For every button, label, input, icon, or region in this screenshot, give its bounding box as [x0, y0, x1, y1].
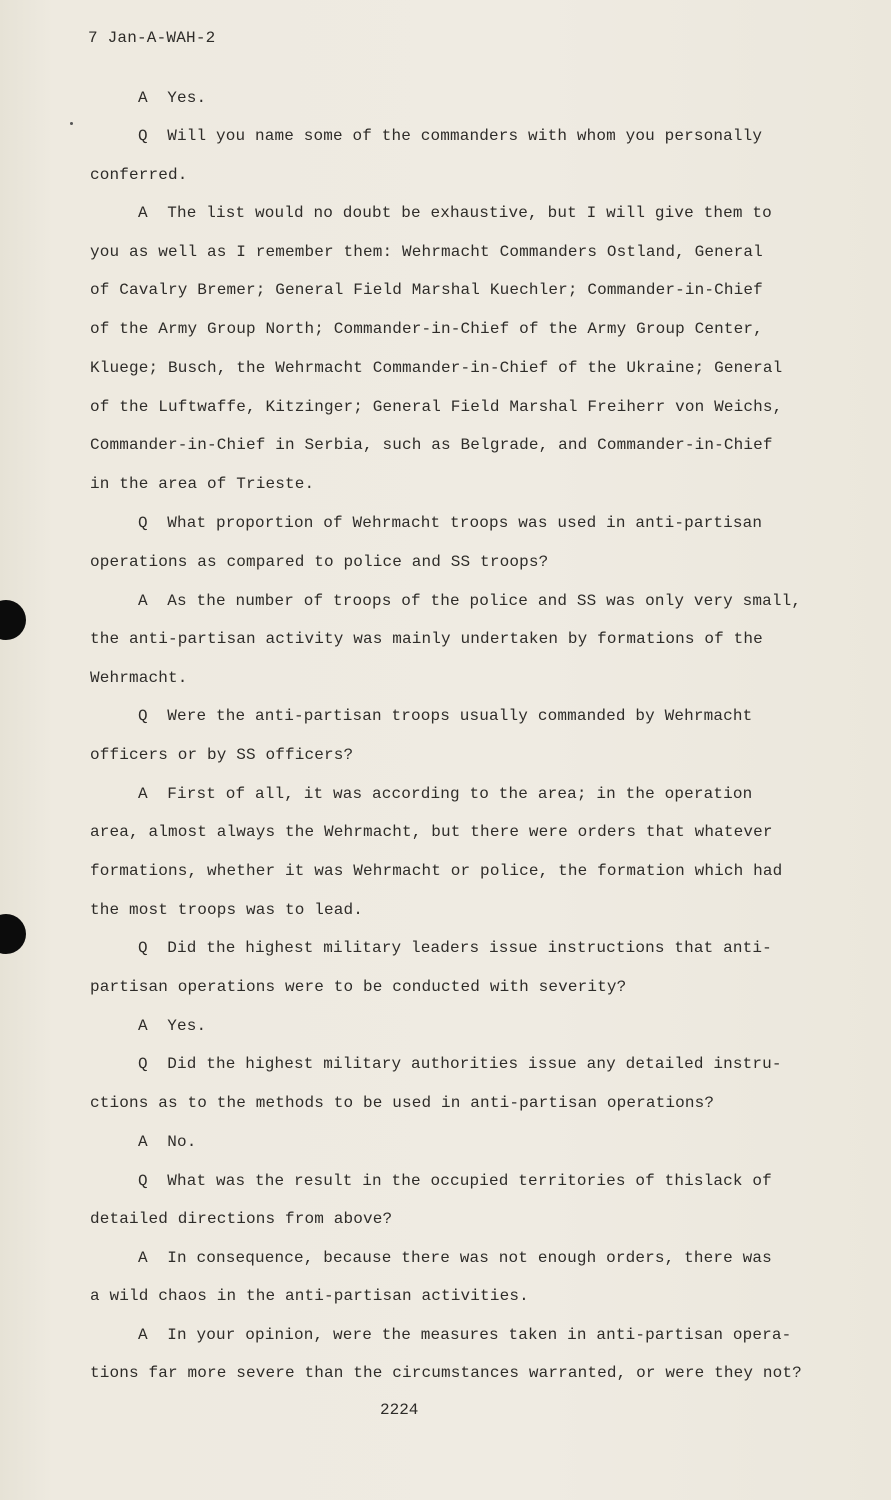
- paper-speck: [70, 122, 73, 125]
- text-line: Q Will you name some of the commanders with whom you personally: [138, 127, 763, 145]
- text-line: partisan operations were to be conducted with severity?: [90, 978, 627, 996]
- text-line: conferred.: [90, 166, 188, 184]
- text-line: Q Were the anti-partisan troops usually commanded by Wehrmacht: [138, 707, 753, 725]
- page-number: 2224: [380, 1401, 419, 1419]
- text-line: formations, whether it was Wehrmacht or police, the formation which had: [90, 862, 783, 880]
- text-line: you as well as I remember them: Wehrmacht Commanders Ostland, General: [90, 243, 763, 261]
- text-line: Q Did the highest military leaders issue instructions that anti-: [138, 939, 772, 957]
- text-line: Wehrmacht.: [90, 669, 188, 687]
- text-line: Commander-in-Chief in Serbia, such as Belgrade, and Commander-in-Chief: [90, 436, 773, 454]
- text-line: A In your opinion, were the measures taken in anti-partisan opera-: [138, 1326, 792, 1344]
- text-line: A Yes.: [138, 1017, 207, 1035]
- text-line: Kluege; Busch, the Wehrmacht Commander-in-Chief of the Ukraine; General: [90, 359, 783, 377]
- text-line: area, almost always the Wehrmacht, but there were orders that whatever: [90, 823, 773, 841]
- text-line: the most troops was to lead.: [90, 901, 364, 919]
- text-line: the anti-partisan activity was mainly undertaken by formations of the: [90, 630, 763, 648]
- text-line: A As the number of troops of the police and SS was only very small,: [138, 592, 802, 610]
- text-line: operations as compared to police and SS troops?: [90, 553, 549, 571]
- text-line: a wild chaos in the anti-partisan activities.: [90, 1287, 529, 1305]
- text-line: A First of all, it was according to the area; in the operation: [138, 785, 753, 803]
- text-line: of the Army Group North; Commander-in-Chief of the Army Group Center,: [90, 320, 763, 338]
- text-line: A The list would no doubt be exhaustive, but I will give them to: [138, 204, 772, 222]
- text-line: officers or by SS officers?: [90, 746, 354, 764]
- punch-hole: [0, 600, 26, 640]
- text-line: in the area of Trieste.: [90, 475, 315, 493]
- text-line: Q What was the result in the occupied territories of thislack of: [138, 1172, 772, 1190]
- text-line: A In consequence, because there was not enough orders, there was: [138, 1249, 772, 1267]
- text-line: ctions as to the methods to be used in anti-partisan operations?: [90, 1094, 715, 1112]
- text-line: of Cavalry Bremer; General Field Marshal Kuechler; Commander-in-Chief: [90, 281, 763, 299]
- punch-hole: [0, 914, 26, 954]
- text-line: Q Did the highest military authorities issue any detailed instru-: [138, 1055, 782, 1073]
- page-header: 7 Jan-A-WAH-2: [88, 29, 216, 47]
- text-line: tions far more severe than the circumstances warranted, or were they not?: [90, 1364, 802, 1382]
- text-line: Q What proportion of Wehrmacht troops was used in anti-partisan: [138, 514, 763, 532]
- text-line: A Yes.: [138, 89, 207, 107]
- text-line: detailed directions from above?: [90, 1210, 393, 1228]
- text-line: of the Luftwaffe, Kitzinger; General Field Marshal Freiherr von Weichs,: [90, 398, 783, 416]
- text-line: A No.: [138, 1133, 197, 1151]
